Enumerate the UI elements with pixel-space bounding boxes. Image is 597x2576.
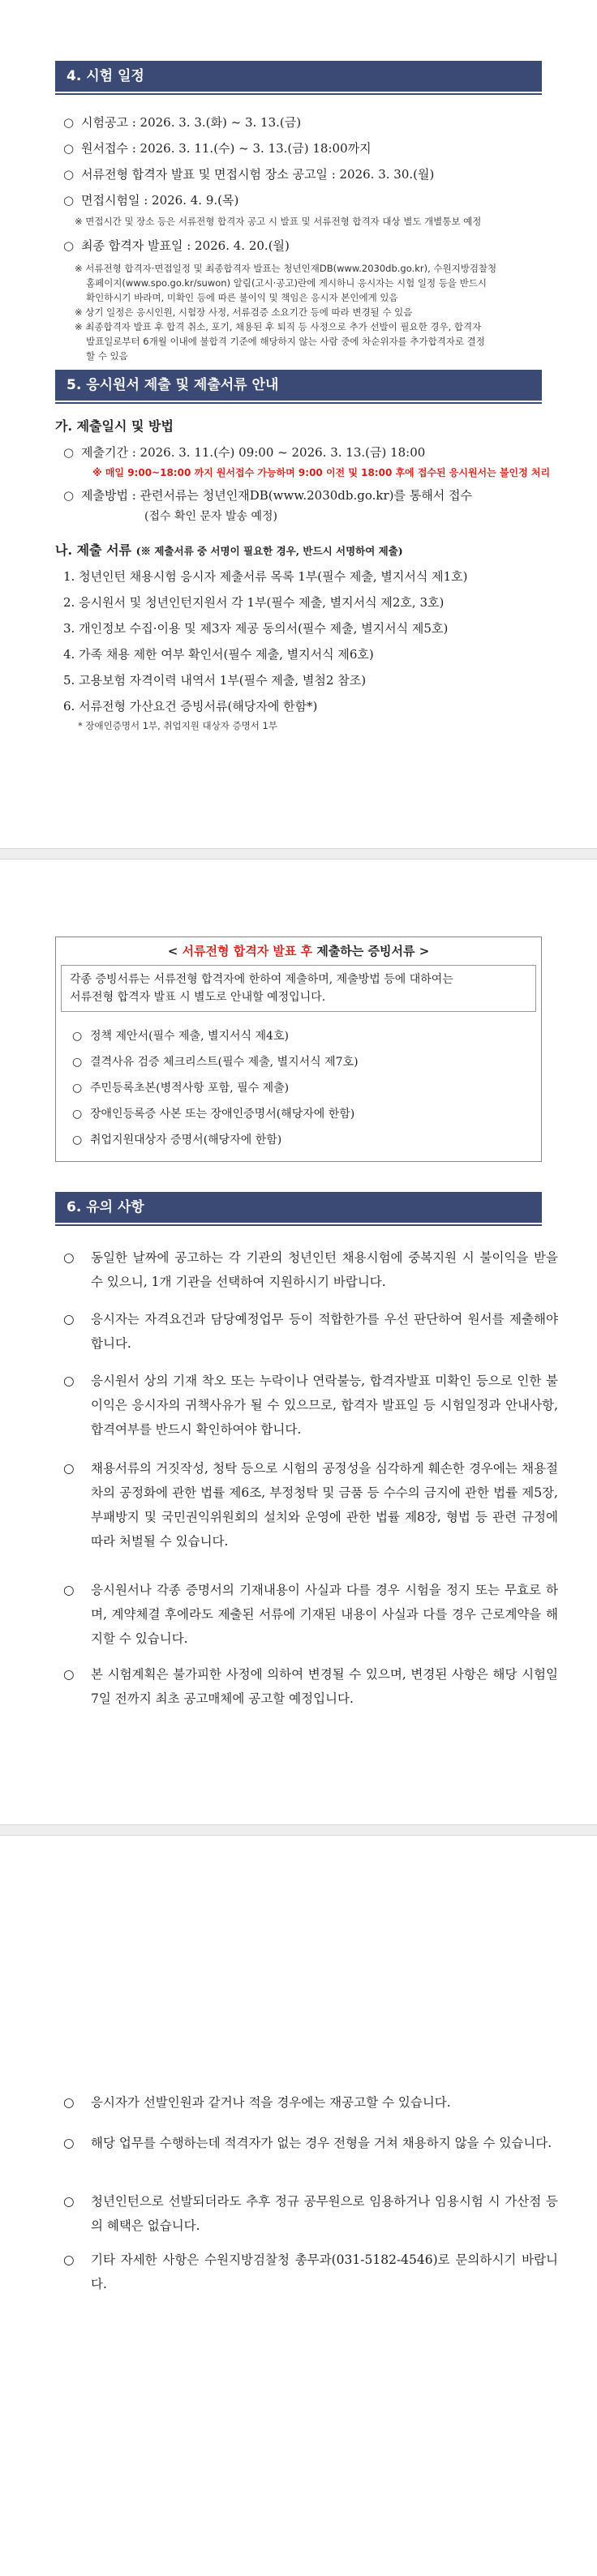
document-item: 3. 개인정보 수집·이용 및 제3자 제공 동의서(필수 제출, 별지서식 제5호) bbox=[63, 621, 449, 636]
evidence-item: ○ 장애인등록증 사본 또는 장애인증명서(해당자에 한함) bbox=[72, 1108, 355, 1121]
caution-item: ○ 응시원서 상의 기재 착오 또는 누락이나 연락불능, 합격자발표 미확인 등으로 인한 불이익은 응시자의 귀책사유가 될 수 있으므로, 합격자 발표일 등 시험일정과 안내사항, 합격여부를 반드시 확인하여야 합니다. bbox=[63, 1374, 558, 1437]
caution-item: ○ 응시자는 자격요건과 담당예정업무 등이 적합한가를 우선 판단하여 원서를 제출해야 합니다. bbox=[63, 1312, 558, 1351]
schedule-item: ○ 서류전형 합격자 발표 및 면접시험 장소 공고일 : 2026. 3. 30.(월) bbox=[63, 167, 435, 182]
schedule-item: ○ 최종 합격자 발표일 : 2026. 4. 20.(월) bbox=[63, 238, 290, 253]
submission-period-note: ※ 매일 9:00~18:00 까지 원서접수 가능하며 9:00 이전 및 18:00 후에 접수된 응시원서는 불인정 처리 bbox=[92, 467, 551, 478]
section-4-rule bbox=[55, 93, 542, 95]
page-separator bbox=[0, 1824, 597, 1836]
schedule-note: 할 수 있음 bbox=[86, 350, 128, 362]
evidence-box-description: 각종 증빙서류는 서류전형 합격자에 한하여 제출하며, 제출방법 등에 대하여는 서류전형 합격자 발표 시 별도로 안내할 예정입니다. bbox=[61, 965, 536, 1012]
section-5-rule bbox=[55, 402, 542, 404]
schedule-note: 발표일로부터 6개월 이내에 불합격 기준에 해당하지 않는 사람 중에 차순위자를 추가합격자로 결정 bbox=[86, 336, 485, 347]
documents-footnote: * 장애인증명서 1부, 취업지원 대상자 증명서 1부 bbox=[78, 720, 277, 731]
evidence-box bbox=[55, 937, 542, 1162]
submission-method-note: (접수 확인 문자 발송 예정) bbox=[144, 510, 277, 523]
evidence-item: ○ 취업지원대상자 증명서(해당자에 한함) bbox=[72, 1134, 282, 1147]
schedule-note: 홈페이지(www.spo.go.kr/suwon) 알림(고시·공고)란에 게시하니 응시자는 시험 일정 등을 반드시 bbox=[86, 277, 487, 289]
caution-item: ○ 응시자가 선발인원과 같거나 적을 경우에는 재공고할 수 있습니다. bbox=[63, 2095, 451, 2110]
evidence-list bbox=[56, 1017, 541, 1161]
section-6-title: 6. 유의 사항 bbox=[67, 1199, 144, 1215]
caution-item: ○ 본 시험계획은 불가피한 사정에 의하여 변경될 수 있으며, 변경된 사항은 해당 시험일 7일 전까지 최초 공고매체에 공고할 예정입니다. bbox=[63, 1667, 558, 1706]
schedule-note: ※ 서류전형 합격자·면접일정 및 최종합격자 발표는 청년인재DB(www.2030db.go.kr), 수원지방검찰청 bbox=[75, 263, 497, 274]
caution-item: ○ 응시원서나 각종 증명서의 기재내용이 사실과 다를 경우 시험을 정지 또는 무효로 하며, 계약체결 후에라도 제출된 서류에 기재된 내용이 사실과 다를 경우 근로계약을 해지할 수 있습니다. bbox=[63, 1583, 558, 1646]
page-separator bbox=[0, 848, 597, 859]
evidence-box-title: < 서류전형 합격자 발표 후 제출하는 증빙서류 > bbox=[167, 944, 430, 958]
section-6-rule bbox=[55, 1224, 542, 1226]
section-5-title: 5. 응시원서 제출 및 제출서류 안내 bbox=[67, 377, 279, 393]
section-5-header bbox=[55, 370, 542, 401]
evidence-box-frame bbox=[55, 937, 542, 1162]
schedule-note: 확인하시기 바라며, 미확인 등에 따른 불이익 및 책임은 응시자 본인에게 있음 bbox=[86, 292, 398, 303]
document-item: 4. 가족 채용 제한 여부 확인서(필수 제출, 별지서식 제6호) bbox=[63, 647, 374, 662]
subheading-submission-method: 가. 제출일시 및 방법 bbox=[55, 418, 174, 434]
evidence-item: ○ 주민등록초본(병적사항 포함, 필수 제출) bbox=[72, 1082, 290, 1095]
caution-item: ○ 해당 업무를 수행하는데 적격자가 없는 경우 전형을 거쳐 채용하지 않을 수 있습니다. bbox=[63, 2136, 552, 2150]
caution-item: ○ 청년인턴으로 선발되더라도 추후 정규 공무원으로 임용하거나 임용시험 시 가산점 등의 혜택은 없습니다. bbox=[63, 2194, 558, 2233]
caution-item: ○ 동일한 날짜에 공고하는 각 기관의 청년인턴 채용시험에 중복지원 시 불이익을 받을 수 있으니, 1개 기관을 선택하여 지원하시기 바랍니다. bbox=[63, 1250, 558, 1289]
submission-method: ○ 제출방법 : 관련서류는 청년인재DB(www.2030db.go.kr)를 통해서 접수 bbox=[63, 488, 473, 503]
schedule-item: ○ 면접시험일 : 2026. 4. 9.(목) bbox=[63, 193, 239, 208]
submission-period: ○ 제출기간 : 2026. 3. 11.(수) 09:00 ~ 2026. 3. 13.(금) 18:00 bbox=[63, 445, 426, 460]
evidence-item: ○ 정책 제안서(필수 제출, 별지서식 제4호) bbox=[72, 1030, 289, 1043]
evidence-item: ○ 결격사유 검증 체크리스트(필수 제출, 별지서식 제7호) bbox=[72, 1056, 359, 1069]
document-item: 5. 고용보험 자격이력 내역서 1부(필수 제출, 별첨2 참조) bbox=[63, 673, 367, 688]
schedule-note: ※ 상기 일정은 응시인원, 시험장 사정, 서류검증 소요기간 등에 따라 변경될 수 있음 bbox=[75, 306, 413, 318]
subheading-documents: 나. 제출 서류 (※ 제출서류 중 서명이 필요한 경우, 반드시 서명하여 제출) bbox=[55, 542, 403, 558]
caution-item: ○ 기타 자세한 사항은 수원지방검찰청 총무과(031-5182-4546)로 문의하시기 바랍니다. bbox=[63, 2252, 558, 2291]
caution-item: ○ 채용서류의 거짓작성, 청탁 등으로 시험의 공정성을 심각하게 훼손한 경우에는 채용절차의 공정화에 관한 법률 제6조, 부정청탁 및 금품 등 수수의 금지에 관한 법률 제5장, 부패방지 및 국민권익위원회의 설치와 운영에 관한 법률 제8장, 형법 등 관련 규정에 따라 처벌될 수 있습니다. bbox=[63, 1461, 558, 1549]
schedule-item: ○ 원서접수 : 2026. 3. 11.(수) ~ 3. 13.(금) 18:00까지 bbox=[63, 141, 372, 156]
schedule-note: ※ 최종합격자 발표 후 합격 취소, 포기, 채용된 후 퇴직 등 사정으로 추가 선발이 필요한 경우, 합격자 bbox=[75, 321, 482, 332]
section-6-header bbox=[55, 1192, 542, 1223]
document-item: 2. 응시원서 및 청년인턴지원서 각 1부(필수 제출, 별지서식 제2호, 3호) bbox=[63, 595, 445, 610]
schedule-note: ※ 면접시간 및 장소 등은 서류전형 합격자 공고 시 발표 및 서류전형 합격자 대상 별도 개별통보 예정 bbox=[75, 216, 482, 227]
schedule-item: ○ 시험공고 : 2026. 3. 3.(화) ~ 3. 13.(금) bbox=[63, 115, 302, 130]
section-4-header bbox=[55, 61, 542, 92]
section-4-title: 4. 시험 일정 bbox=[67, 68, 144, 84]
document-item: 1. 청년인턴 채용시험 응시자 제출서류 목록 1부(필수 제출, 별지서식 제1호) bbox=[63, 569, 468, 584]
documents-note: (※ 제출서류 중 서명이 필요한 경우, 반드시 서명하여 제출) bbox=[135, 545, 403, 557]
document-item: 6. 서류전형 가산요건 증빙서류(해당자에 한함*) bbox=[63, 699, 318, 714]
